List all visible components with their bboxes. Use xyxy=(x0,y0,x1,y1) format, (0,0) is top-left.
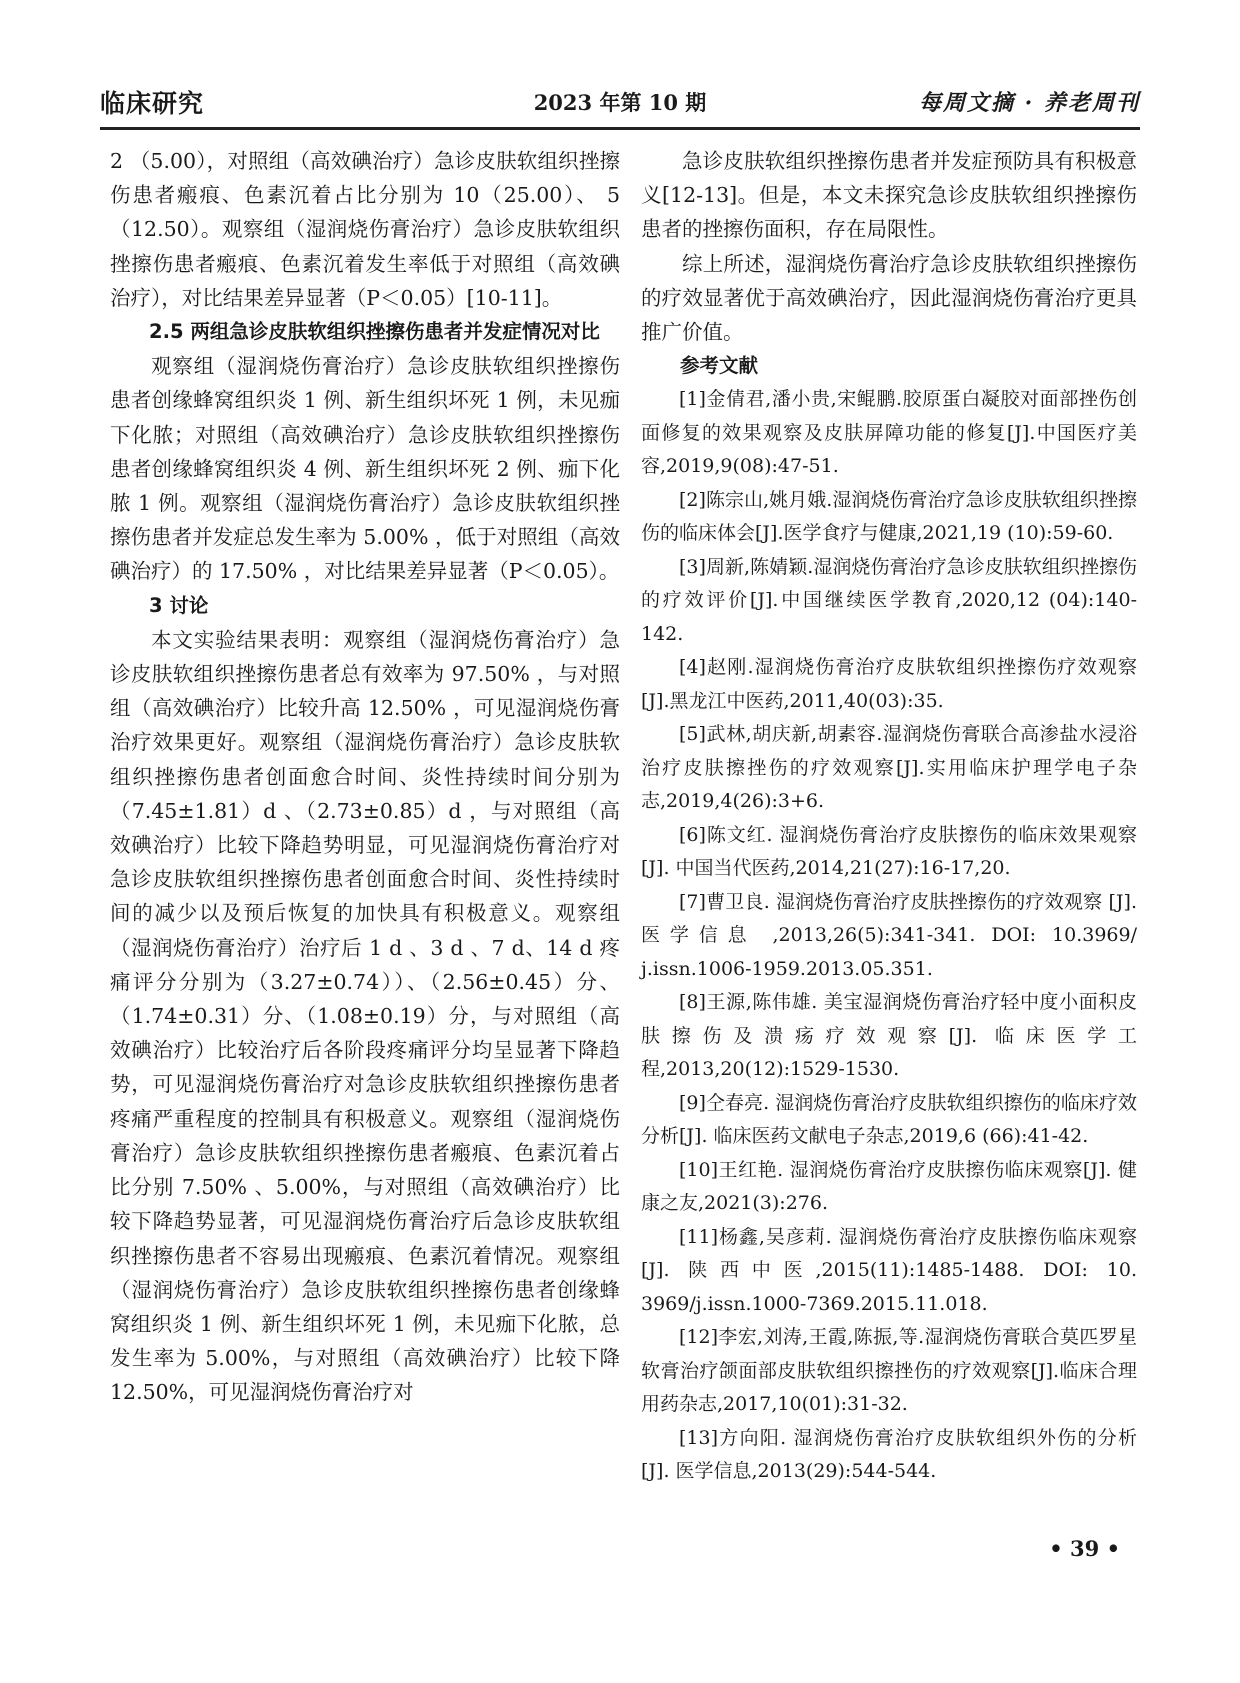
journal-name: 每周文摘 · 养老周刊 xyxy=(919,90,1140,116)
reference-item: [11]杨鑫,吴彦莉. 湿润烧伤膏治疗皮肤擦伤临床观察[J]. 陕西中医,2015(11):1485-1488. DOI: 10. 3969/j.issn.1000-7369.2015.11.018. xyxy=(641,1225,1137,1315)
section-heading: 2.5 两组急诊皮肤软组织挫擦伤患者并发症情况对比 xyxy=(149,320,600,344)
paragraph: 本文实验结果表明：观察组（湿润烧伤膏治疗）急诊皮肤软组织挫擦伤患者总有效率为 97.50% ，与对照组（高效碘治疗）比较升高 12.50% ，可见湿润烧伤膏治疗效果更好。观察组（湿润烧伤膏治疗）急诊皮肤软组织挫擦伤患者创面愈合时间、炎性持续时间分别为（7.45±1.81）d 、（2.73±0.85）d ，与对照组（高效碘治疗）比较下降趋势明显，可见湿润烧伤膏治疗对急诊皮肤软组织挫擦伤患者创面愈合时间、炎性持续时间的减少以及预后恢复的加快具有积极意义。观察组（湿润烧伤膏治疗）治疗后 1 d 、3 d 、7 d、14 d 疼痛评分分别为（3.27±0.74））、（2.56±0.45）分、（1.74±0.31）分、（1.08±0.19）分，与对照组（高效碘治疗）比较治疗后各阶段疼痛评分均呈显著下降趋势，可见湿润烧伤膏治疗对急诊皮肤软组织挫擦伤患者疼痛严重程度的控制具有积极意义。观察组（湿润烧伤膏治疗）急诊皮肤软组织挫擦伤患者瘢痕、色素沉着占比分别 7.50% 、5.00%，与对照组（高效碘治疗）比较下降趋势显著，可见湿润烧伤膏治疗后急诊皮肤软组织挫擦伤患者不容易出现瘢痕、色素沉着情况。观察组（湿润烧伤膏治疗）急诊皮肤软组织挫擦伤患者创缘蜂窝组织炎 1 例、新生组织坏死 1 例，未见痂下化脓，总发生率为 5.00%，与对照组（高效碘治疗）比较下降 12.50%，可见湿润烧伤膏治疗对 xyxy=(110,627,620,1405)
paragraph: 急诊皮肤软组织挫擦伤患者并发症预防具有积极意义[12-13]。但是，本文未探究急诊皮肤软组织挫擦伤患者的挫擦伤面积，存在局限性。 xyxy=(641,149,1137,242)
reference-item: [2]陈宗山,姚月娥.湿润烧伤膏治疗急诊皮肤软组织挫擦伤的临床体会[J].医学食疗与健康,2021,19 (10):59-60. xyxy=(641,488,1137,545)
reference-item: [6]陈文红. 湿润烧伤膏治疗皮肤擦伤的临床效果观察[J]. 中国当代医药,2014,21(27):16-17,20. xyxy=(641,823,1137,880)
section-heading: 3 讨论 xyxy=(149,593,209,617)
right-column xyxy=(641,144,1137,1489)
header-rule xyxy=(100,127,1140,130)
paragraph: 综上所述，湿润烧伤膏治疗急诊皮肤软组织挫擦伤的疗效显著优于高效碘治疗，因此湿润烧伤膏治疗更具推广价值。 xyxy=(641,251,1137,345)
reference-item: [13]方向阳. 湿润烧伤膏治疗皮肤软组织外伤的分析[J]. 医学信息,2013(29):544-544. xyxy=(641,1426,1137,1483)
reference-item: [10]王红艳. 湿润烧伤膏治疗皮肤擦伤临床观察[J]. 健康之友,2021(3):276. xyxy=(641,1158,1137,1215)
reference-item: [9]仝春亮. 湿润烧伤膏治疗皮肤软组织擦伤的临床疗效分析[J]. 临床医药文献电子杂志,2019,6 (66):41-42. xyxy=(641,1091,1137,1148)
section-title: 临床研究 xyxy=(100,89,205,118)
reference-item: [5]武林,胡庆新,胡素容.湿润烧伤膏联合高渗盐水浸浴治疗皮肤擦挫伤的疗效观察[J].实用临床护理学电子杂志,2019,4(26):3+6. xyxy=(641,723,1137,813)
reference-item: [4]赵刚.湿润烧伤膏治疗皮肤软组织挫擦伤疗效观察[J].黑龙江中医药,2011,40(03):35. xyxy=(641,656,1137,712)
paragraph: 2 （5.00），对照组（高效碘治疗）急诊皮肤软组织挫擦伤患者瘢痕、色素沉着占比分别为 10（25.00）、 5 （12.50）。观察组（湿润烧伤膏治疗）急诊皮肤软组织挫擦伤患者瘢痕、色素沉着发生率低于对照组（高效碘治疗），对比结果差异显著（P＜0.05）[10-11]。 xyxy=(110,149,620,310)
page-number: • 39 • xyxy=(1049,1536,1120,1561)
reference-item: [3]周新,陈婧颖.湿润烧伤膏治疗急诊皮肤软组织挫擦伤的疗效评价[J].中国继续医学教育,2020,12 (04):140-142. xyxy=(641,555,1137,645)
running-header xyxy=(100,84,1140,124)
reference-item: [12]李宏,刘涛,王霞,陈振,等.湿润烧伤膏联合莫匹罗星软膏治疗颌面部皮肤软组织擦挫伤的疗效观察[J].临床合理用药杂志,2017,10(01):31-32. xyxy=(641,1326,1137,1416)
paragraph: 观察组（湿润烧伤膏治疗）急诊皮肤软组织挫擦伤患者创缘蜂窝组织炎 1 例、新生组织坏死 1 例，未见痂下化脓；对照组（高效碘治疗）急诊皮肤软组织挫擦伤患者创缘蜂窝组织炎 4 例、新生组织坏死 2 例、痂下化脓 1 例。观察组（湿润烧伤膏治疗）急诊皮肤软组织挫擦伤患者并发症总发生率为 5.00% ，低于对照组（高效碘治疗）的 17.50% ，对比结果差异显著（P＜0.05）。 xyxy=(110,354,620,584)
references-heading: 参考文献 xyxy=(680,354,759,378)
issue-label: 2023 年第 10 期 xyxy=(533,90,707,115)
reference-item: [8]王源,陈伟雄. 美宝湿润烧伤膏治疗轻中度小面积皮肤擦伤及溃疡疗效观察[J]. 临床医学工程,2013,20(12):1529-1530. xyxy=(641,991,1137,1081)
reference-item: [1]金倩君,潘小贵,宋鲲鹏.胶原蛋白凝胶对面部挫伤创面修复的效果观察及皮肤屏障功能的修复[J].中国医疗美容,2019,9(08):47-51. xyxy=(641,388,1137,478)
left-column xyxy=(110,144,620,1410)
reference-item: [7]曹卫良. 湿润烧伤膏治疗皮肤挫擦伤的疗效观察 [J]. 医学信息 ,2013,26(5):341-341. DOI: 10.3969/ j.issn.1006-1959.2013.05.351. xyxy=(641,890,1137,980)
reference-list xyxy=(641,383,1137,1489)
